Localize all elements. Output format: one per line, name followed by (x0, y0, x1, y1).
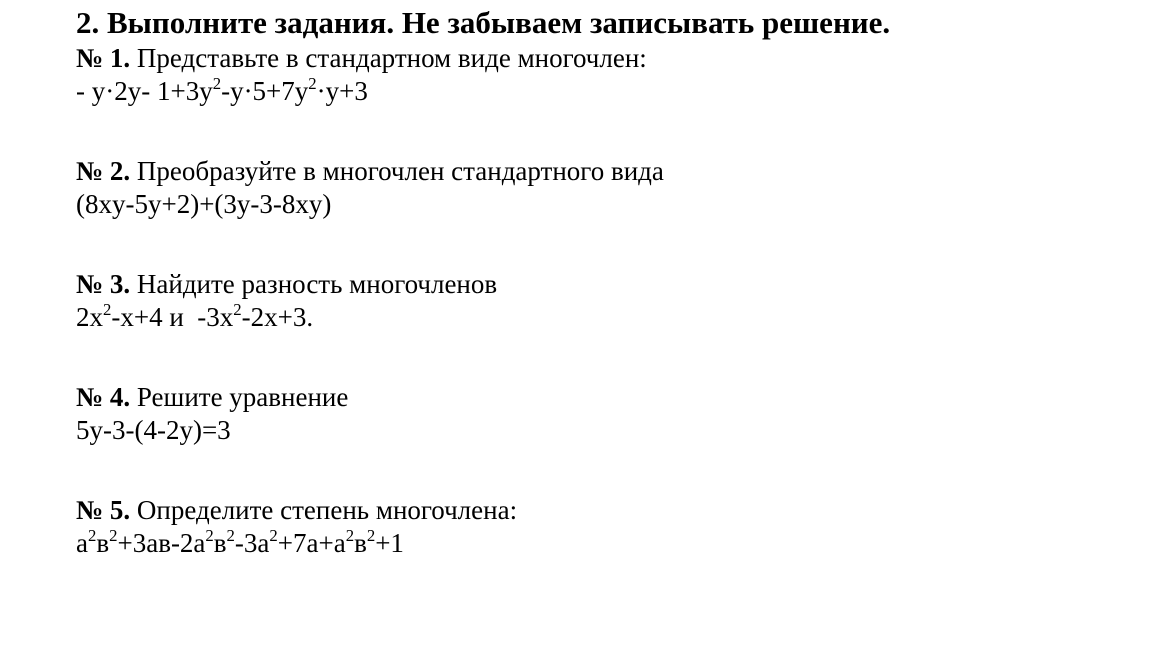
exponent: 2 (308, 74, 317, 94)
exponent: 2 (226, 526, 235, 546)
exponent: 2 (269, 526, 278, 546)
exponent: 2 (103, 300, 112, 320)
expr-text: 5y-3-(4-2y)=3 (76, 415, 231, 445)
task-4-number: № 4. (76, 382, 131, 412)
task-5 (76, 494, 1136, 560)
expr-text: -3a (234, 528, 270, 558)
task-4-prompt (76, 381, 1136, 414)
task-4 (76, 381, 1136, 447)
expr-text: в (354, 528, 367, 558)
task-2-instruction: Преобразуйте в многочлен стандартного вида (130, 156, 664, 186)
expr-text: -x+4 и -3x (111, 302, 234, 332)
task-1-expression (76, 75, 1136, 108)
expr-text: (8xy-5y+2)+(3y-3-8xy) (76, 189, 332, 219)
task-1-number: № 1. (76, 43, 131, 73)
task-3-prompt (76, 268, 1136, 301)
expr-text: 2x (76, 302, 103, 332)
task-5-prompt (76, 494, 1136, 527)
expr-text: в (96, 528, 110, 558)
exponent: 2 (87, 526, 97, 546)
expr-text: -y·5+7y (221, 76, 309, 106)
task-5-number: № 5. (76, 495, 131, 525)
task-2-expression (76, 188, 1136, 221)
exponent: 2 (366, 526, 376, 546)
expr-text: в (213, 528, 227, 558)
task-1-instruction: Представьте в стандартном виде многочлен: (130, 43, 647, 73)
task-2 (76, 155, 1136, 221)
expr-text: -2x+3. (241, 302, 314, 332)
expr-text: +3ав-2a (117, 528, 206, 558)
exponent: 2 (233, 300, 242, 320)
exponent: 2 (212, 74, 222, 94)
worksheet (76, 4, 1136, 560)
task-2-number: № 2. (76, 156, 131, 186)
expr-text: ·y+3 (316, 76, 368, 106)
expr-text: a (76, 528, 88, 558)
expr-text: - y·2y- 1+3y (76, 76, 213, 106)
exponent: 2 (109, 526, 118, 546)
exponent: 2 (205, 526, 214, 546)
exponent: 2 (345, 526, 355, 546)
task-5-instruction: Определите степень многочлена: (130, 495, 518, 525)
worksheet-heading: 2. Выполните задания. Не забываем записывать решение. (76, 5, 891, 40)
task-1 (76, 42, 1136, 108)
task-3-instruction: Найдите разность многочленов (130, 269, 498, 299)
task-4-expression (76, 414, 1136, 447)
task-3-number: № 3. (76, 269, 131, 299)
task-3-expression (76, 301, 1136, 334)
expr-text: +1 (375, 528, 404, 558)
task-5-expression (76, 527, 1136, 560)
expr-text: +7a+a (277, 528, 346, 558)
task-2-prompt (76, 155, 1136, 188)
task-3 (76, 268, 1136, 334)
task-4-instruction: Решите уравнение (130, 382, 349, 412)
task-1-prompt (76, 42, 1136, 75)
